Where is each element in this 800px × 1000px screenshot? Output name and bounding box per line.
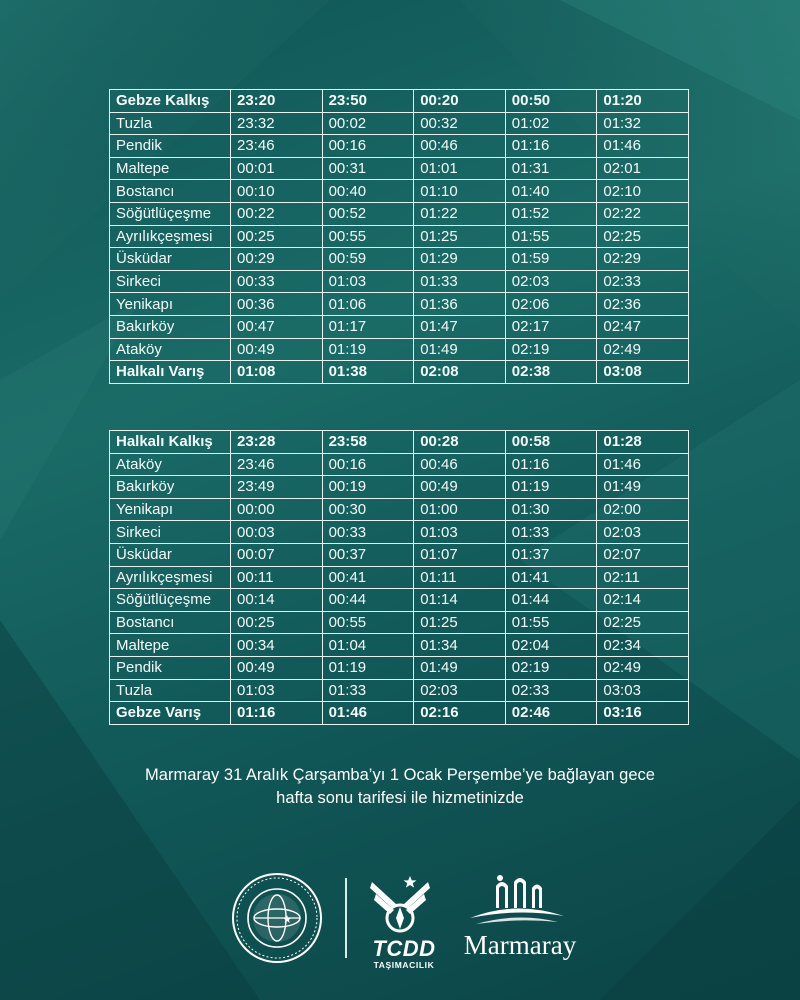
time-cell: 00:11 <box>231 566 323 589</box>
station-cell: Üsküdar <box>110 248 231 271</box>
time-cell: 01:31 <box>505 157 597 180</box>
time-cell: 02:19 <box>505 656 597 679</box>
ministry-seal-icon <box>231 872 323 964</box>
time-cell: 01:07 <box>414 543 506 566</box>
station-cell: Yenikapı <box>110 498 231 521</box>
caption-line-2: hafta sonu tarifesi ile hizmetinizde <box>276 789 524 807</box>
time-cell: 00:40 <box>322 180 414 203</box>
time-cell: 01:44 <box>505 589 597 612</box>
time-cell: 00:10 <box>231 180 323 203</box>
time-cell: 00:29 <box>231 248 323 271</box>
table-row <box>110 338 689 361</box>
time-cell: 00:37 <box>322 543 414 566</box>
table-row <box>110 202 689 225</box>
time-cell: 01:19 <box>322 338 414 361</box>
time-cell: 01:25 <box>414 611 506 634</box>
table-row <box>110 112 689 135</box>
time-cell: 00:58 <box>505 431 597 454</box>
table-row <box>110 589 689 612</box>
time-cell: 01:41 <box>505 566 597 589</box>
time-cell: 01:33 <box>322 679 414 702</box>
table-row <box>110 225 689 248</box>
time-cell: 02:10 <box>597 180 689 203</box>
time-cell: 01:14 <box>414 589 506 612</box>
time-cell: 00:00 <box>231 498 323 521</box>
station-cell: Tuzla <box>110 112 231 135</box>
time-cell: 01:20 <box>597 90 689 113</box>
time-cell: 01:34 <box>414 634 506 657</box>
time-cell: 02:08 <box>414 361 506 384</box>
time-cell: 01:46 <box>597 135 689 158</box>
time-cell: 02:17 <box>505 315 597 338</box>
station-cell: Pendik <box>110 656 231 679</box>
table-row <box>110 656 689 679</box>
time-cell: 01:33 <box>505 521 597 544</box>
logo-bar <box>0 860 800 970</box>
station-cell: Gebze Varış <box>110 702 231 725</box>
time-cell: 01:04 <box>322 634 414 657</box>
time-cell: 00:34 <box>231 634 323 657</box>
time-cell: 00:33 <box>322 521 414 544</box>
time-cell: 23:20 <box>231 90 323 113</box>
time-cell: 01:16 <box>505 135 597 158</box>
time-cell: 00:20 <box>414 90 506 113</box>
time-cell: 00:01 <box>231 157 323 180</box>
station-cell: Maltepe <box>110 634 231 657</box>
gebze-halkali-timetable <box>109 89 689 384</box>
station-cell: Bostancı <box>110 611 231 634</box>
station-cell: Pendik <box>110 135 231 158</box>
time-cell: 02:01 <box>597 157 689 180</box>
table-row <box>110 361 689 384</box>
time-cell: 00:44 <box>322 589 414 612</box>
time-cell: 00:16 <box>322 453 414 476</box>
time-cell: 01:47 <box>414 315 506 338</box>
time-cell: 01:19 <box>322 656 414 679</box>
time-cell: 00:49 <box>414 476 506 499</box>
time-cell: 02:03 <box>597 521 689 544</box>
time-cell: 00:28 <box>414 431 506 454</box>
time-cell: 00:46 <box>414 453 506 476</box>
station-cell: Tuzla <box>110 679 231 702</box>
time-cell: 01:55 <box>505 611 597 634</box>
station-cell: Ataköy <box>110 453 231 476</box>
time-cell: 02:49 <box>597 656 689 679</box>
tcdd-logo-subtext: TAŞIMACILIK <box>373 960 435 970</box>
halkali-gebze-timetable <box>109 430 689 725</box>
station-cell: Ataköy <box>110 338 231 361</box>
time-cell: 00:07 <box>231 543 323 566</box>
tcdd-logo-text: TCDD <box>372 936 436 961</box>
time-cell: 01:49 <box>414 338 506 361</box>
time-cell: 00:30 <box>322 498 414 521</box>
time-cell: 01:17 <box>322 315 414 338</box>
time-cell: 00:50 <box>505 90 597 113</box>
station-cell: Söğütlüçeşme <box>110 202 231 225</box>
time-cell: 00:19 <box>322 476 414 499</box>
time-cell: 00:36 <box>231 293 323 316</box>
time-cell: 00:16 <box>322 135 414 158</box>
table-row <box>110 270 689 293</box>
time-cell: 02:47 <box>597 315 689 338</box>
time-cell: 00:46 <box>414 135 506 158</box>
time-cell: 02:46 <box>505 702 597 725</box>
time-cell: 01:25 <box>414 225 506 248</box>
time-cell: 02:33 <box>505 679 597 702</box>
time-cell: 01:37 <box>505 543 597 566</box>
table-row <box>110 431 689 454</box>
time-cell: 00:14 <box>231 589 323 612</box>
time-cell: 01:36 <box>414 293 506 316</box>
time-cell: 01:00 <box>414 498 506 521</box>
time-cell: 02:33 <box>597 270 689 293</box>
time-cell: 01:46 <box>597 453 689 476</box>
time-cell: 23:50 <box>322 90 414 113</box>
time-cell: 02:25 <box>597 611 689 634</box>
time-cell: 02:00 <box>597 498 689 521</box>
time-cell: 03:16 <box>597 702 689 725</box>
time-cell: 00:33 <box>231 270 323 293</box>
table-row <box>110 315 689 338</box>
time-cell: 02:29 <box>597 248 689 271</box>
time-cell: 02:25 <box>597 225 689 248</box>
station-cell: Sirkeci <box>110 270 231 293</box>
table-row <box>110 293 689 316</box>
marmaray-arches-icon <box>466 872 566 930</box>
time-cell: 01:49 <box>414 656 506 679</box>
time-cell: 02:11 <box>597 566 689 589</box>
time-cell: 01:55 <box>505 225 597 248</box>
time-cell: 01:03 <box>322 270 414 293</box>
time-cell: 01:52 <box>505 202 597 225</box>
time-cell: 01:03 <box>231 679 323 702</box>
time-cell: 01:08 <box>231 361 323 384</box>
station-cell: Söğütlüçeşme <box>110 589 231 612</box>
station-cell: Üsküdar <box>110 543 231 566</box>
time-cell: 01:10 <box>414 180 506 203</box>
time-cell: 01:49 <box>597 476 689 499</box>
time-cell: 01:59 <box>505 248 597 271</box>
time-cell: 00:52 <box>322 202 414 225</box>
station-cell: Yenikapı <box>110 293 231 316</box>
station-cell: Sirkeci <box>110 521 231 544</box>
time-cell: 02:03 <box>505 270 597 293</box>
time-cell: 03:03 <box>597 679 689 702</box>
time-cell: 01:40 <box>505 180 597 203</box>
table-row <box>110 90 689 113</box>
time-cell: 23:46 <box>231 453 323 476</box>
time-cell: 00:41 <box>322 566 414 589</box>
station-cell: Halkalı Varış <box>110 361 231 384</box>
station-cell: Ayrılıkçeşmesi <box>110 225 231 248</box>
station-cell: Ayrılıkçeşmesi <box>110 566 231 589</box>
time-cell: 01:16 <box>231 702 323 725</box>
logo-divider <box>345 878 347 958</box>
time-cell: 02:04 <box>505 634 597 657</box>
time-cell: 02:07 <box>597 543 689 566</box>
marmaray-logo-text: Marmaray <box>463 930 577 960</box>
time-cell: 01:29 <box>414 248 506 271</box>
caption-line-1: Marmaray 31 Aralık Çarşamba’yı 1 Ocak Perşembe’ye bağlayan gece <box>145 766 655 784</box>
tcdd-wings-icon <box>368 874 432 936</box>
time-cell: 00:02 <box>322 112 414 135</box>
time-cell: 01:46 <box>322 702 414 725</box>
time-cell: 02:49 <box>597 338 689 361</box>
time-cell: 01:03 <box>414 521 506 544</box>
time-cell: 01:06 <box>322 293 414 316</box>
station-cell: Bakırköy <box>110 476 231 499</box>
time-cell: 01:30 <box>505 498 597 521</box>
time-cell: 00:49 <box>231 338 323 361</box>
station-cell: Gebze Kalkış <box>110 90 231 113</box>
time-cell: 00:55 <box>322 611 414 634</box>
time-cell: 23:46 <box>231 135 323 158</box>
time-cell: 02:06 <box>505 293 597 316</box>
station-cell: Bakırköy <box>110 315 231 338</box>
time-cell: 00:59 <box>322 248 414 271</box>
table-row <box>110 248 689 271</box>
time-cell: 00:31 <box>322 157 414 180</box>
time-cell: 02:14 <box>597 589 689 612</box>
schedule-caption <box>0 764 800 810</box>
time-cell: 01:01 <box>414 157 506 180</box>
table-row <box>110 634 689 657</box>
table-row <box>110 611 689 634</box>
table-row <box>110 679 689 702</box>
table-row <box>110 453 689 476</box>
table-row <box>110 498 689 521</box>
table-row <box>110 157 689 180</box>
table-row <box>110 566 689 589</box>
station-cell: Halkalı Kalkış <box>110 431 231 454</box>
time-cell: 02:38 <box>505 361 597 384</box>
time-cell: 02:16 <box>414 702 506 725</box>
time-cell: 02:34 <box>597 634 689 657</box>
time-cell: 03:08 <box>597 361 689 384</box>
time-cell: 23:58 <box>322 431 414 454</box>
time-cell: 01:38 <box>322 361 414 384</box>
time-cell: 00:47 <box>231 315 323 338</box>
time-cell: 00:25 <box>231 611 323 634</box>
time-cell: 01:16 <box>505 453 597 476</box>
table-row <box>110 543 689 566</box>
table-row <box>110 135 689 158</box>
station-cell: Bostancı <box>110 180 231 203</box>
table-row <box>110 521 689 544</box>
time-cell: 00:22 <box>231 202 323 225</box>
time-cell: 01:02 <box>505 112 597 135</box>
time-cell: 01:28 <box>597 431 689 454</box>
time-cell: 23:49 <box>231 476 323 499</box>
time-cell: 02:19 <box>505 338 597 361</box>
table-row <box>110 180 689 203</box>
time-cell: 01:11 <box>414 566 506 589</box>
time-cell: 00:03 <box>231 521 323 544</box>
time-cell: 00:49 <box>231 656 323 679</box>
table-row <box>110 476 689 499</box>
time-cell: 00:32 <box>414 112 506 135</box>
time-cell: 01:32 <box>597 112 689 135</box>
time-cell: 01:22 <box>414 202 506 225</box>
time-cell: 02:03 <box>414 679 506 702</box>
time-cell: 23:28 <box>231 431 323 454</box>
time-cell: 01:19 <box>505 476 597 499</box>
time-cell: 01:33 <box>414 270 506 293</box>
table-row <box>110 702 689 725</box>
time-cell: 00:55 <box>322 225 414 248</box>
station-cell: Maltepe <box>110 157 231 180</box>
time-cell: 02:36 <box>597 293 689 316</box>
time-cell: 02:22 <box>597 202 689 225</box>
time-cell: 23:32 <box>231 112 323 135</box>
time-cell: 00:25 <box>231 225 323 248</box>
